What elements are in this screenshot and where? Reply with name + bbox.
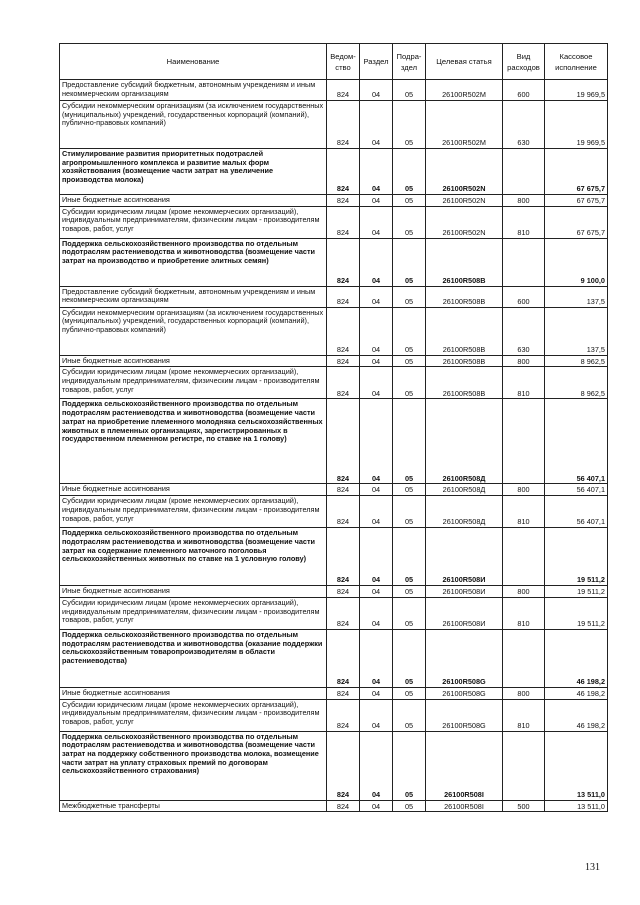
row-podrazdel: 05	[393, 687, 426, 699]
row-podrazdel: 05	[393, 286, 426, 307]
row-name: Иные бюджетные ассигнования	[60, 355, 327, 367]
row-expense-type	[503, 528, 545, 586]
row-target-article: 26100R508И	[426, 597, 503, 629]
table-row	[60, 687, 608, 699]
row-ved: 824	[327, 687, 360, 699]
row-amount: 56 407,1	[545, 496, 608, 528]
row-target-article: 26100R502M	[426, 101, 503, 149]
row-target-article: 26100R508I	[426, 800, 503, 812]
table-row	[60, 699, 608, 731]
row-target-article: 26100R508В	[426, 355, 503, 367]
row-expense-type	[503, 399, 545, 484]
row-name: Иные бюджетные ассигнования	[60, 586, 327, 598]
row-amount: 19 969,5	[545, 80, 608, 101]
row-name: Субсидии юридическим лицам (кроме некоммерческих организаций), индивидуальным предпринимателям, физическим лицам - производителям товаров, работ, услуг	[60, 206, 327, 238]
row-name: Иные бюджетные ассигнования	[60, 484, 327, 496]
row-amount: 8 962,5	[545, 355, 608, 367]
table-row	[60, 586, 608, 598]
row-razdel: 04	[360, 367, 393, 399]
row-name: Предоставление субсидий бюджетным, автономным учреждениям и иным некоммерческим организациям	[60, 286, 327, 307]
row-amount: 137,5	[545, 286, 608, 307]
row-podrazdel: 05	[393, 699, 426, 731]
row-expense-type: 630	[503, 307, 545, 355]
row-expense-type: 800	[503, 484, 545, 496]
row-amount: 56 407,1	[545, 399, 608, 484]
row-razdel: 04	[360, 496, 393, 528]
row-amount: 46 198,2	[545, 699, 608, 731]
row-podrazdel: 05	[393, 195, 426, 207]
table-row	[60, 528, 608, 586]
row-amount: 46 198,2	[545, 629, 608, 687]
row-ved: 824	[327, 149, 360, 195]
row-expense-type	[503, 238, 545, 286]
row-ved: 824	[327, 238, 360, 286]
row-expense-type	[503, 149, 545, 195]
row-name: Субсидии некоммерческим организациям (за исключением государственных (муниципальных) учреждений, государственных корпораций (компаний), публично-правовых компаний)	[60, 101, 327, 149]
header-cs: Целевая статья	[426, 44, 503, 80]
row-razdel: 04	[360, 355, 393, 367]
row-ved: 824	[327, 629, 360, 687]
row-amount: 19 511,2	[545, 597, 608, 629]
row-expense-type	[503, 731, 545, 800]
row-target-article: 26100R508В	[426, 286, 503, 307]
header-podrazdel: Подра-здел	[393, 44, 426, 80]
row-target-article: 26100R508В	[426, 238, 503, 286]
row-target-article: 26100R502N	[426, 195, 503, 207]
row-amount: 13 511,0	[545, 800, 608, 812]
budget-table-sheet	[59, 43, 607, 812]
row-razdel: 04	[360, 307, 393, 355]
row-razdel: 04	[360, 629, 393, 687]
row-razdel: 04	[360, 586, 393, 598]
header-name: Наименование	[60, 44, 327, 80]
row-ved: 824	[327, 206, 360, 238]
row-target-article: 26100R508G	[426, 629, 503, 687]
row-expense-type: 810	[503, 206, 545, 238]
header-vr: Вид расходов	[503, 44, 545, 80]
row-target-article: 26100R508И	[426, 528, 503, 586]
row-expense-type: 630	[503, 101, 545, 149]
row-name: Субсидии юридическим лицам (кроме некоммерческих организаций), индивидуальным предпринимателям, физическим лицам - производителям товаров, работ, услуг	[60, 367, 327, 399]
budget-table	[59, 43, 608, 812]
row-name: Предоставление субсидий бюджетным, автономным учреждениям и иным некоммерческим организациям	[60, 80, 327, 101]
table-row	[60, 195, 608, 207]
table-row	[60, 149, 608, 195]
table-row	[60, 484, 608, 496]
table-row	[60, 367, 608, 399]
row-ved: 824	[327, 528, 360, 586]
table-row	[60, 399, 608, 484]
row-podrazdel: 05	[393, 367, 426, 399]
row-ved: 824	[327, 195, 360, 207]
row-podrazdel: 05	[393, 399, 426, 484]
row-amount: 19 969,5	[545, 101, 608, 149]
row-expense-type	[503, 629, 545, 687]
header-ved: Ведом-ство	[327, 44, 360, 80]
row-razdel: 04	[360, 687, 393, 699]
row-ved: 824	[327, 399, 360, 484]
row-expense-type: 800	[503, 355, 545, 367]
row-amount: 13 511,0	[545, 731, 608, 800]
row-ved: 824	[327, 286, 360, 307]
row-name: Субсидии юридическим лицам (кроме некоммерческих организаций), индивидуальным предпринимателям, физическим лицам - производителям товаров, работ, услуг	[60, 496, 327, 528]
row-ved: 824	[327, 586, 360, 598]
row-name: Межбюджетные трансферты	[60, 800, 327, 812]
row-name: Поддержка сельскохозяйственного производства по отдельным подотраслям растениеводства и животноводства (возмещение части затрат на содержание племенного маточного поголовья сельскохозяйственных животных по ставке на 1 условную голову)	[60, 528, 327, 586]
row-podrazdel: 05	[393, 528, 426, 586]
row-amount: 19 511,2	[545, 528, 608, 586]
row-target-article: 26100R508Д	[426, 484, 503, 496]
row-name: Поддержка сельскохозяйственного производства по отдельным подотраслям растениеводства и животноводства (возмещение части затрат на производство и приобретение элитных семян)	[60, 238, 327, 286]
row-podrazdel: 05	[393, 484, 426, 496]
row-amount: 8 962,5	[545, 367, 608, 399]
table-row	[60, 206, 608, 238]
row-ved: 824	[327, 800, 360, 812]
table-row	[60, 800, 608, 812]
table-row	[60, 629, 608, 687]
row-expense-type: 800	[503, 195, 545, 207]
row-expense-type: 500	[503, 800, 545, 812]
row-expense-type: 600	[503, 286, 545, 307]
row-name: Субсидии юридическим лицам (кроме некоммерческих организаций), индивидуальным предпринимателям, физическим лицам - производителям товаров, работ, услуг	[60, 699, 327, 731]
row-podrazdel: 05	[393, 597, 426, 629]
row-amount: 137,5	[545, 307, 608, 355]
row-name: Поддержка сельскохозяйственного производства по отдельным подотраслям растениеводства и животноводства (возмещение части затрат на приобретение племенного молодняка сельскохозяйственных животных в племенных организациях, зарегистрированных в государственном племенном регистре, по ставке на 1 голову)	[60, 399, 327, 484]
row-ved: 824	[327, 597, 360, 629]
row-name: Субсидии юридическим лицам (кроме некоммерческих организаций), индивидуальным предпринимателям, физическим лицам - производителям товаров, работ, услуг	[60, 597, 327, 629]
row-razdel: 04	[360, 101, 393, 149]
row-ved: 824	[327, 484, 360, 496]
row-razdel: 04	[360, 238, 393, 286]
row-ved: 824	[327, 101, 360, 149]
row-razdel: 04	[360, 149, 393, 195]
row-podrazdel: 05	[393, 238, 426, 286]
row-razdel: 04	[360, 206, 393, 238]
row-ved: 824	[327, 367, 360, 399]
table-row	[60, 80, 608, 101]
row-name: Стимулирование развития приоритетных подотраслей агропромышленного комплекса и развитие малых форм хозяйствования (возмещение части затрат на увеличение производства молока)	[60, 149, 327, 195]
row-target-article: 26100R502M	[426, 80, 503, 101]
row-amount: 46 198,2	[545, 687, 608, 699]
row-target-article: 26100R508Д	[426, 399, 503, 484]
table-row	[60, 496, 608, 528]
row-target-article: 26100R508В	[426, 307, 503, 355]
row-amount: 67 675,7	[545, 195, 608, 207]
row-podrazdel: 05	[393, 101, 426, 149]
row-podrazdel: 05	[393, 586, 426, 598]
row-ved: 824	[327, 699, 360, 731]
row-ved: 824	[327, 80, 360, 101]
row-target-article: 26100R508И	[426, 586, 503, 598]
row-expense-type: 810	[503, 496, 545, 528]
row-razdel: 04	[360, 800, 393, 812]
row-expense-type: 800	[503, 586, 545, 598]
table-body	[60, 80, 608, 812]
row-razdel: 04	[360, 399, 393, 484]
row-target-article: 26100R508В	[426, 367, 503, 399]
row-target-article: 26100R502N	[426, 206, 503, 238]
row-expense-type: 810	[503, 367, 545, 399]
row-podrazdel: 05	[393, 307, 426, 355]
row-ved: 824	[327, 731, 360, 800]
row-expense-type: 800	[503, 687, 545, 699]
row-ved: 824	[327, 355, 360, 367]
row-razdel: 04	[360, 597, 393, 629]
row-name: Субсидии некоммерческим организациям (за исключением государственных (муниципальных) учреждений, государственных корпораций (компаний), публично-правовых компаний)	[60, 307, 327, 355]
row-expense-type: 810	[503, 597, 545, 629]
row-expense-type: 600	[503, 80, 545, 101]
table-row	[60, 286, 608, 307]
row-podrazdel: 05	[393, 800, 426, 812]
row-amount: 67 675,7	[545, 206, 608, 238]
row-razdel: 04	[360, 286, 393, 307]
table-row	[60, 307, 608, 355]
row-amount: 56 407,1	[545, 484, 608, 496]
table-row	[60, 238, 608, 286]
row-razdel: 04	[360, 731, 393, 800]
row-amount: 19 511,2	[545, 586, 608, 598]
row-target-article: 26100R508I	[426, 731, 503, 800]
row-ved: 824	[327, 307, 360, 355]
row-amount: 67 675,7	[545, 149, 608, 195]
table-row	[60, 355, 608, 367]
row-target-article: 26100R508G	[426, 699, 503, 731]
header-razdel: Раздел	[360, 44, 393, 80]
row-podrazdel: 05	[393, 629, 426, 687]
row-podrazdel: 05	[393, 149, 426, 195]
page-number: 131	[585, 862, 600, 873]
row-name: Иные бюджетные ассигнования	[60, 687, 327, 699]
row-podrazdel: 05	[393, 731, 426, 800]
table-row	[60, 731, 608, 800]
row-expense-type: 810	[503, 699, 545, 731]
table-header-row	[60, 44, 608, 80]
row-podrazdel: 05	[393, 80, 426, 101]
row-podrazdel: 05	[393, 496, 426, 528]
row-razdel: 04	[360, 80, 393, 101]
row-razdel: 04	[360, 195, 393, 207]
row-target-article: 26100R508Д	[426, 496, 503, 528]
row-podrazdel: 05	[393, 206, 426, 238]
row-razdel: 04	[360, 528, 393, 586]
row-ved: 824	[327, 496, 360, 528]
row-razdel: 04	[360, 484, 393, 496]
row-razdel: 04	[360, 699, 393, 731]
row-amount: 9 100,0	[545, 238, 608, 286]
row-name: Иные бюджетные ассигнования	[60, 195, 327, 207]
row-name: Поддержка сельскохозяйственного производства по отдельным подотраслям растениеводства и животноводства (оказание поддержки сельскохозяйственным товаропроизводителям в области растениеводства)	[60, 629, 327, 687]
row-name: Поддержка сельскохозяйственного производства по отдельным подотраслям растениеводства и животноводства (возмещение части затрат на поддержку собственного производства молока, возмещение части затрат на уплату страховых премий по договорам сельскохозяйственного страхования)	[60, 731, 327, 800]
row-target-article: 26100R508G	[426, 687, 503, 699]
table-row	[60, 597, 608, 629]
table-row	[60, 101, 608, 149]
row-target-article: 26100R502N	[426, 149, 503, 195]
row-podrazdel: 05	[393, 355, 426, 367]
header-ki: Кассовое исполнение	[545, 44, 608, 80]
